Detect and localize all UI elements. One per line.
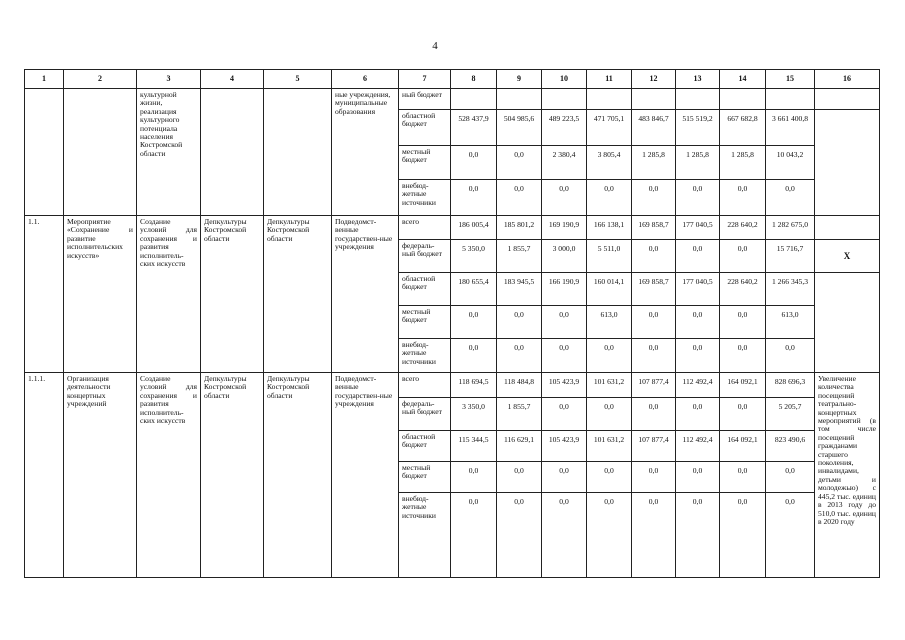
value-cell: 0,0 xyxy=(766,462,815,493)
executor-cell: Подведомст-венные государствен-ные учреждения xyxy=(332,216,399,373)
value-cell xyxy=(587,89,632,110)
value-cell: 166 190,9 xyxy=(542,273,587,306)
header-col-11: 11 xyxy=(587,70,632,89)
header-col-16: 16 xyxy=(815,70,880,89)
value-cell: 504 985,6 xyxy=(497,110,542,146)
value-cell: 0,0 xyxy=(497,339,542,373)
value-cell: 169 190,9 xyxy=(542,216,587,240)
value-cell: 0,0 xyxy=(720,398,766,431)
value-cell: 613,0 xyxy=(766,306,815,339)
value-cell xyxy=(632,89,676,110)
value-cell: 0,0 xyxy=(497,306,542,339)
value-cell: 169 858,7 xyxy=(632,273,676,306)
value-cell xyxy=(766,89,815,110)
value-cell: 115 344,5 xyxy=(451,431,497,462)
value-cell: 107 877,4 xyxy=(632,431,676,462)
coordinator-cell: Депкультуры Костромской области xyxy=(264,216,332,373)
goal-cell: Создание условий для сохранения и развития исполнитель-ских искусств xyxy=(137,373,201,578)
value-cell: 0,0 xyxy=(451,180,497,216)
value-cell: 107 877,4 xyxy=(632,373,676,398)
header-col-4: 4 xyxy=(201,70,264,89)
value-cell: 0,0 xyxy=(632,493,676,578)
value-cell: 0,0 xyxy=(676,180,720,216)
value-cell: 185 801,2 xyxy=(497,216,542,240)
value-cell: 0,0 xyxy=(720,180,766,216)
program-name-cell: Мероприятие «Сохранение и развитие исполнительских искусств» xyxy=(64,216,137,373)
goal-cell: Создание условий для сохранения и развития исполнитель-ских искусств xyxy=(137,216,201,373)
budget-table xyxy=(24,69,880,578)
header-col-1: 1 xyxy=(25,70,64,89)
value-cell: 186 005,4 xyxy=(451,216,497,240)
value-cell: 0,0 xyxy=(676,339,720,373)
value-cell: 0,0 xyxy=(451,339,497,373)
header-row xyxy=(25,70,880,89)
value-cell: 0,0 xyxy=(451,306,497,339)
table-row xyxy=(25,216,880,240)
value-cell xyxy=(720,89,766,110)
value-cell: 0,0 xyxy=(542,339,587,373)
table-row xyxy=(25,373,880,398)
value-cell: 515 519,2 xyxy=(676,110,720,146)
value-cell: 613,0 xyxy=(587,306,632,339)
funding-source-cell: местный бюджет xyxy=(399,462,451,493)
value-cell: 2 380,4 xyxy=(542,146,587,180)
value-cell: 177 040,5 xyxy=(676,216,720,240)
value-cell: 0,0 xyxy=(497,180,542,216)
header-col-15: 15 xyxy=(766,70,815,89)
value-cell: 112 492,4 xyxy=(676,373,720,398)
value-cell: 0,0 xyxy=(766,180,815,216)
header-col-9: 9 xyxy=(497,70,542,89)
value-cell: 1 285,8 xyxy=(676,146,720,180)
header-col-2: 2 xyxy=(64,70,137,89)
value-cell: 166 138,1 xyxy=(587,216,632,240)
value-cell: 1 285,8 xyxy=(720,146,766,180)
row-number-cell: 1.1.1. xyxy=(25,373,64,578)
value-cell: 1 855,7 xyxy=(497,240,542,273)
value-cell: 105 423,9 xyxy=(542,431,587,462)
value-cell: 471 705,1 xyxy=(587,110,632,146)
value-cell: 0,0 xyxy=(632,398,676,431)
value-cell: 3 661 400,8 xyxy=(766,110,815,146)
value-cell: 169 858,7 xyxy=(632,216,676,240)
header-col-7: 7 xyxy=(399,70,451,89)
value-cell: 0,0 xyxy=(676,398,720,431)
coordinator-cell xyxy=(264,89,332,216)
value-cell: 0,0 xyxy=(632,462,676,493)
value-cell: 0,0 xyxy=(451,493,497,578)
value-cell: 3 805,4 xyxy=(587,146,632,180)
responsible-cell: Депкультуры Костромской области xyxy=(201,216,264,373)
value-cell: 0,0 xyxy=(676,462,720,493)
funding-source-cell: областной бюджет xyxy=(399,431,451,462)
value-cell: 483 846,7 xyxy=(632,110,676,146)
value-cell: 0,0 xyxy=(587,180,632,216)
value-cell: 0,0 xyxy=(632,306,676,339)
funding-source-cell: местный бюджет xyxy=(399,306,451,339)
funding-source-cell: федераль-ный бюджет xyxy=(399,240,451,273)
value-cell: 0,0 xyxy=(720,339,766,373)
value-cell: 118 694,5 xyxy=(451,373,497,398)
value-cell: 489 223,5 xyxy=(542,110,587,146)
value-cell xyxy=(497,89,542,110)
funding-source-cell: всего xyxy=(399,216,451,240)
value-cell: 160 014,1 xyxy=(587,273,632,306)
executor-cell: ные учреждения, муниципальные образования xyxy=(332,89,399,216)
result-cell xyxy=(815,89,880,110)
header-col-3: 3 xyxy=(137,70,201,89)
value-cell: 164 092,1 xyxy=(720,431,766,462)
table-row xyxy=(25,89,880,110)
value-cell: 0,0 xyxy=(720,306,766,339)
value-cell: 177 040,5 xyxy=(676,273,720,306)
value-cell: 101 631,2 xyxy=(587,431,632,462)
coordinator-cell: Депкультуры Костромской области xyxy=(264,373,332,578)
result-cell xyxy=(815,216,880,240)
value-cell: 1 855,7 xyxy=(497,398,542,431)
value-cell: 0,0 xyxy=(542,462,587,493)
header-col-12: 12 xyxy=(632,70,676,89)
value-cell: 0,0 xyxy=(451,146,497,180)
executor-cell: Подведомст-венные государствен-ные учреждения xyxy=(332,373,399,578)
result-cell xyxy=(815,110,880,216)
value-cell: 0,0 xyxy=(497,462,542,493)
header-col-5: 5 xyxy=(264,70,332,89)
value-cell: 0,0 xyxy=(451,462,497,493)
value-cell: 828 696,3 xyxy=(766,373,815,398)
value-cell: 118 484,8 xyxy=(497,373,542,398)
value-cell: 0,0 xyxy=(542,493,587,578)
value-cell: 0,0 xyxy=(766,493,815,578)
value-cell xyxy=(542,89,587,110)
value-cell: 0,0 xyxy=(587,398,632,431)
program-name-cell xyxy=(64,89,137,216)
value-cell: 15 716,7 xyxy=(766,240,815,273)
value-cell: 116 629,1 xyxy=(497,431,542,462)
value-cell: 5 205,7 xyxy=(766,398,815,431)
value-cell: 0,0 xyxy=(542,398,587,431)
header-col-14: 14 xyxy=(720,70,766,89)
funding-source-cell: всего xyxy=(399,373,451,398)
program-name-cell: Организация деятельности концертных учреждений xyxy=(64,373,137,578)
value-cell: 667 682,8 xyxy=(720,110,766,146)
value-cell: 0,0 xyxy=(720,493,766,578)
funding-source-cell: областной бюджет xyxy=(399,273,451,306)
value-cell: 0,0 xyxy=(720,240,766,273)
value-cell: 0,0 xyxy=(766,339,815,373)
value-cell: 1 285,8 xyxy=(632,146,676,180)
value-cell: 0,0 xyxy=(497,146,542,180)
funding-source-cell: областной бюджет xyxy=(399,110,451,146)
value-cell: 5 350,0 xyxy=(451,240,497,273)
responsible-cell xyxy=(201,89,264,216)
value-cell: 0,0 xyxy=(632,180,676,216)
header-col-13: 13 xyxy=(676,70,720,89)
value-cell: 5 511,0 xyxy=(587,240,632,273)
value-cell: 0,0 xyxy=(676,240,720,273)
value-cell: 0,0 xyxy=(542,180,587,216)
value-cell: 0,0 xyxy=(587,493,632,578)
value-cell: 0,0 xyxy=(720,462,766,493)
value-cell: 1 266 345,3 xyxy=(766,273,815,306)
result-cell: Увеличение количества посещений театрально-концертных мероприятий (в том числе посещений гражданами старшего поколения, инвалидами, детьми и молодежью) с 445,2 тыс. единиц в 2013 году до 510,0 тыс. единиц в 2020 году xyxy=(815,373,880,578)
funding-source-cell: внебюд-жетные источники xyxy=(399,339,451,373)
value-cell: 1 282 675,0 xyxy=(766,216,815,240)
funding-source-cell: местный бюджет xyxy=(399,146,451,180)
header-col-8: 8 xyxy=(451,70,497,89)
value-cell: 3 000,0 xyxy=(542,240,587,273)
result-cell: X xyxy=(815,240,880,273)
value-cell xyxy=(676,89,720,110)
value-cell: 0,0 xyxy=(632,240,676,273)
value-cell xyxy=(451,89,497,110)
page-number: 4 xyxy=(432,40,438,52)
funding-source-cell: внебюд-жетные источники xyxy=(399,493,451,578)
funding-source-cell: федераль-ный бюджет xyxy=(399,398,451,431)
value-cell: 0,0 xyxy=(542,306,587,339)
value-cell: 112 492,4 xyxy=(676,431,720,462)
value-cell: 10 043,2 xyxy=(766,146,815,180)
value-cell: 0,0 xyxy=(497,493,542,578)
value-cell: 0,0 xyxy=(676,493,720,578)
value-cell: 105 423,9 xyxy=(542,373,587,398)
value-cell: 823 490,6 xyxy=(766,431,815,462)
value-cell: 228 640,2 xyxy=(720,216,766,240)
value-cell: 0,0 xyxy=(676,306,720,339)
goal-cell: культурной жизни, реализация культурного потенциала населения Костромской области xyxy=(137,89,201,216)
value-cell: 0,0 xyxy=(587,339,632,373)
value-cell: 528 437,9 xyxy=(451,110,497,146)
funding-source-cell: ный бюджет xyxy=(399,89,451,110)
result-cell xyxy=(815,273,880,373)
header-col-6: 6 xyxy=(332,70,399,89)
row-number-cell xyxy=(25,89,64,216)
row-number-cell: 1.1. xyxy=(25,216,64,373)
responsible-cell: Депкультуры Костромской области xyxy=(201,373,264,578)
value-cell: 228 640,2 xyxy=(720,273,766,306)
value-cell: 101 631,2 xyxy=(587,373,632,398)
value-cell: 0,0 xyxy=(587,462,632,493)
value-cell: 180 655,4 xyxy=(451,273,497,306)
funding-source-cell: внебюд-жетные источники xyxy=(399,180,451,216)
value-cell: 3 350,0 xyxy=(451,398,497,431)
table-body xyxy=(25,70,880,578)
value-cell: 0,0 xyxy=(632,339,676,373)
value-cell: 164 092,1 xyxy=(720,373,766,398)
header-col-10: 10 xyxy=(542,70,587,89)
value-cell: 183 945,5 xyxy=(497,273,542,306)
